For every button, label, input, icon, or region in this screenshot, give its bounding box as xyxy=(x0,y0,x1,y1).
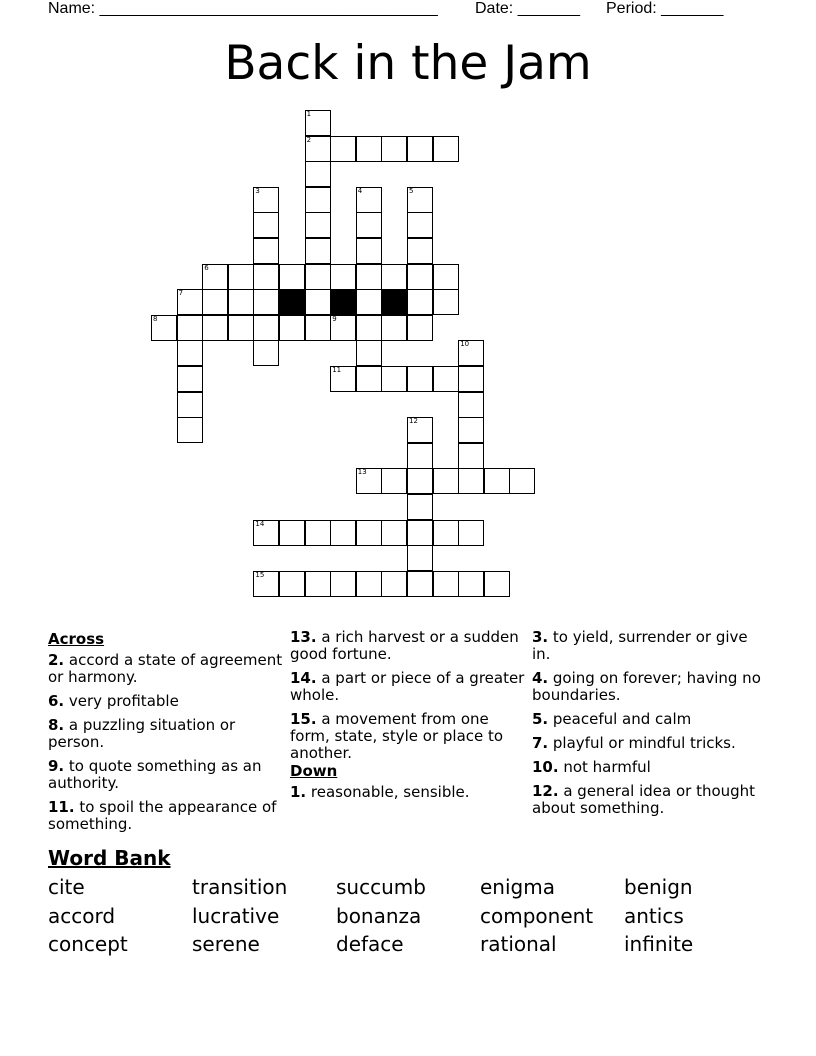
word-bank-item: succumb xyxy=(336,875,426,899)
grid-cell[interactable] xyxy=(356,340,382,366)
grid-cell[interactable] xyxy=(330,571,356,597)
grid-cell[interactable] xyxy=(253,187,279,213)
grid-cell[interactable] xyxy=(356,212,382,238)
word-bank-item: enigma xyxy=(480,875,555,899)
grid-cell[interactable] xyxy=(177,340,203,366)
grid-cell[interactable] xyxy=(381,366,407,392)
grid-cell[interactable] xyxy=(305,136,331,162)
clues-column-1 xyxy=(48,629,284,840)
clue-text: to yield, surrender or give in. xyxy=(532,628,748,663)
grid-cell[interactable] xyxy=(177,417,203,443)
grid-cell[interactable] xyxy=(458,392,484,418)
period-field[interactable]: Period: _______ xyxy=(606,0,724,17)
grid-cell[interactable] xyxy=(407,136,433,162)
across-clue xyxy=(290,711,526,762)
grid-cell[interactable] xyxy=(177,392,203,418)
grid-cell[interactable] xyxy=(407,494,433,520)
grid-cell[interactable] xyxy=(253,238,279,264)
clue-number-label: 4. xyxy=(532,669,549,687)
grid-cell[interactable] xyxy=(305,520,331,546)
grid-cell[interactable] xyxy=(356,571,382,597)
clue-number: 14 xyxy=(255,519,265,528)
grid-cell[interactable] xyxy=(202,289,228,315)
grid-cell[interactable] xyxy=(433,520,459,546)
clue-text: peaceful and calm xyxy=(548,710,692,728)
grid-cell[interactable] xyxy=(381,264,407,290)
word-bank-item: benign xyxy=(624,875,693,899)
word-bank-item: bonanza xyxy=(336,903,422,928)
grid-cell[interactable] xyxy=(253,212,279,238)
grid-cell[interactable] xyxy=(177,289,203,315)
clue-number: 9 xyxy=(332,314,337,323)
word-bank-item: serene xyxy=(192,932,260,956)
grid-cell[interactable] xyxy=(305,212,331,238)
grid-cell[interactable] xyxy=(356,264,382,290)
grid-cell[interactable] xyxy=(356,187,382,213)
clue-text: not harmful xyxy=(558,758,651,776)
word-bank-item: lucrative xyxy=(192,903,280,928)
clue-number: 12 xyxy=(409,417,418,426)
grid-cell[interactable] xyxy=(381,136,407,162)
grid-cell[interactable] xyxy=(433,289,459,315)
clue-number-label: 11. xyxy=(48,798,75,816)
down-clue xyxy=(532,629,768,663)
word-bank-item: rational xyxy=(480,932,557,956)
grid-cell[interactable] xyxy=(356,136,382,162)
grid-cell[interactable] xyxy=(407,571,433,597)
word-bank-item: cite xyxy=(48,875,85,899)
clue-text: playful or mindful tricks. xyxy=(548,734,736,752)
clue-number: 4 xyxy=(357,186,363,195)
grid-cell[interactable] xyxy=(407,520,433,546)
grid-cell[interactable] xyxy=(305,110,331,136)
across-clue xyxy=(48,652,284,686)
grid-cell[interactable] xyxy=(356,366,382,392)
clue-number: 2 xyxy=(306,135,312,144)
clue-number: 5 xyxy=(409,186,414,195)
clue-number-label: 6. xyxy=(48,692,65,710)
clue-number: 8 xyxy=(153,314,158,323)
clue-text: reasonable, sensible. xyxy=(306,783,470,801)
black-cell xyxy=(330,289,356,315)
grid-cell[interactable] xyxy=(151,315,177,341)
down-clue xyxy=(532,711,768,728)
grid-cell[interactable] xyxy=(253,571,279,597)
grid-cell[interactable] xyxy=(458,417,484,443)
grid-cell[interactable] xyxy=(356,468,382,494)
grid-cell[interactable] xyxy=(177,366,203,392)
across-heading: Across xyxy=(48,630,105,648)
word-bank-item: transition xyxy=(192,875,288,899)
clue-text: going on forever; having no boundaries. xyxy=(532,669,761,704)
grid-cell[interactable] xyxy=(407,212,433,238)
grid-cell[interactable] xyxy=(305,187,331,213)
grid-cell[interactable] xyxy=(202,315,228,341)
grid-cell[interactable] xyxy=(330,264,356,290)
grid-cell[interactable] xyxy=(433,136,459,162)
grid-cell[interactable] xyxy=(356,289,382,315)
clue-number: 15 xyxy=(255,570,265,579)
grid-cell[interactable] xyxy=(407,289,433,315)
clues-column-3 xyxy=(532,629,768,824)
grid-cell[interactable] xyxy=(407,238,433,264)
clue-number: 1 xyxy=(306,110,312,118)
grid-cell[interactable] xyxy=(381,315,407,341)
clue-text: accord a state of agreement or harmony. xyxy=(48,651,283,686)
grid-cell[interactable] xyxy=(484,468,510,494)
clue-number-label: 3. xyxy=(532,628,549,646)
clue-text: a rich harvest or a sudden good fortune. xyxy=(290,628,519,663)
grid-cell[interactable] xyxy=(253,315,279,341)
across-clue xyxy=(48,799,284,833)
grid-cell[interactable] xyxy=(330,136,356,162)
black-cell xyxy=(381,289,407,315)
grid-cell[interactable] xyxy=(253,289,279,315)
clue-number-label: 8. xyxy=(48,716,65,734)
word-bank-item: component xyxy=(480,903,594,928)
across-clue xyxy=(290,670,526,704)
clue-text: a puzzling situation or person. xyxy=(48,716,236,751)
grid-cell[interactable] xyxy=(330,366,356,392)
grid-cell[interactable] xyxy=(305,238,331,264)
down-heading: Down xyxy=(290,762,338,780)
across-clue xyxy=(48,717,284,751)
clue-number-label: 14. xyxy=(290,669,317,687)
clue-number: 3 xyxy=(255,186,260,195)
grid-cell[interactable] xyxy=(509,468,535,494)
grid-cell[interactable] xyxy=(305,289,331,315)
grid-cell[interactable] xyxy=(228,264,254,290)
grid-cell[interactable] xyxy=(305,571,331,597)
grid-cell[interactable] xyxy=(407,545,433,571)
grid-cell[interactable] xyxy=(279,520,305,546)
down-clue xyxy=(532,735,768,752)
grid-cell[interactable] xyxy=(253,340,279,366)
down-clue xyxy=(532,783,768,817)
clue-number-label: 10. xyxy=(532,758,559,776)
black-cell xyxy=(279,289,305,315)
grid-cell[interactable] xyxy=(279,315,305,341)
down-clue xyxy=(532,670,768,704)
grid-cell[interactable] xyxy=(433,264,459,290)
grid-cell[interactable] xyxy=(279,571,305,597)
grid-cell[interactable] xyxy=(356,238,382,264)
down-clue xyxy=(532,759,768,776)
date-field[interactable]: Date: _______ xyxy=(475,0,580,17)
grid-cell[interactable] xyxy=(458,340,484,366)
clue-number: 11 xyxy=(332,366,342,374)
grid-cell[interactable] xyxy=(305,264,331,290)
clue-number: 10 xyxy=(460,340,470,349)
clue-number-label: 12. xyxy=(532,782,559,800)
clue-text: a general idea or thought about something. xyxy=(532,782,756,817)
puzzle-title: Back in the Jam xyxy=(224,36,592,91)
grid-cell[interactable] xyxy=(484,571,510,597)
across-clue xyxy=(290,629,526,663)
clue-number-label: 5. xyxy=(532,710,549,728)
grid-cell[interactable] xyxy=(381,520,407,546)
grid-cell[interactable] xyxy=(305,315,331,341)
grid-cell[interactable] xyxy=(279,264,305,290)
clue-number-label: 2. xyxy=(48,651,65,669)
grid-cell[interactable] xyxy=(253,520,279,546)
grid-cell[interactable] xyxy=(433,468,459,494)
clue-text: a part or piece of a greater whole. xyxy=(290,669,525,704)
clue-number-label: 9. xyxy=(48,757,65,775)
grid-cell[interactable] xyxy=(228,315,254,341)
clue-number-label: 1. xyxy=(290,783,307,801)
down-clue xyxy=(290,784,526,801)
name-field[interactable]: Name: ______________________________________ xyxy=(48,0,438,17)
grid-cell[interactable] xyxy=(407,187,433,213)
grid-cell[interactable] xyxy=(407,468,433,494)
clue-number-label: 7. xyxy=(532,734,549,752)
word-bank-item: concept xyxy=(48,932,128,956)
clue-number: 7 xyxy=(178,289,184,298)
word-bank-item: accord xyxy=(48,903,116,928)
grid-cell[interactable] xyxy=(330,315,356,341)
across-clue xyxy=(48,693,284,710)
grid-cell[interactable] xyxy=(458,443,484,469)
grid-cell[interactable] xyxy=(356,315,382,341)
grid-cell[interactable] xyxy=(407,366,433,392)
clue-number: 6 xyxy=(204,263,209,272)
clue-number-label: 15. xyxy=(290,710,317,728)
clue-text: to quote something as an authority. xyxy=(48,757,262,792)
grid-cell[interactable] xyxy=(381,468,407,494)
grid-cell[interactable] xyxy=(458,366,484,392)
word-bank-item: infinite xyxy=(624,932,694,956)
clue-number-label: 13. xyxy=(290,628,317,646)
grid-cell[interactable] xyxy=(458,571,484,597)
grid-cell[interactable] xyxy=(202,264,228,290)
clue-text: a movement from one form, state, style or place to another. xyxy=(290,710,504,762)
grid-cell[interactable] xyxy=(177,315,203,341)
clues-column-2 xyxy=(290,629,526,808)
grid-cell[interactable] xyxy=(458,520,484,546)
grid-cell[interactable] xyxy=(253,264,279,290)
word-bank-title: Word Bank xyxy=(48,846,171,870)
clue-text: to spoil the appearance of something. xyxy=(48,798,277,833)
grid-cell[interactable] xyxy=(433,366,459,392)
grid-cell[interactable] xyxy=(433,571,459,597)
word-bank-item: antics xyxy=(624,903,684,928)
word-bank-item: deface xyxy=(336,932,404,956)
grid-cell[interactable] xyxy=(407,417,433,443)
grid-cell[interactable] xyxy=(305,161,331,187)
clue-text: very profitable xyxy=(64,692,179,710)
grid-cell[interactable] xyxy=(407,315,433,341)
grid-cell[interactable] xyxy=(330,520,356,546)
grid-cell[interactable] xyxy=(407,264,433,290)
clue-number: 13 xyxy=(357,468,367,477)
across-clue xyxy=(48,758,284,792)
grid-cell[interactable] xyxy=(381,571,407,597)
grid-cell[interactable] xyxy=(356,520,382,546)
grid-cell[interactable] xyxy=(407,443,433,469)
grid-cell[interactable] xyxy=(228,289,254,315)
grid-cell[interactable] xyxy=(458,468,484,494)
